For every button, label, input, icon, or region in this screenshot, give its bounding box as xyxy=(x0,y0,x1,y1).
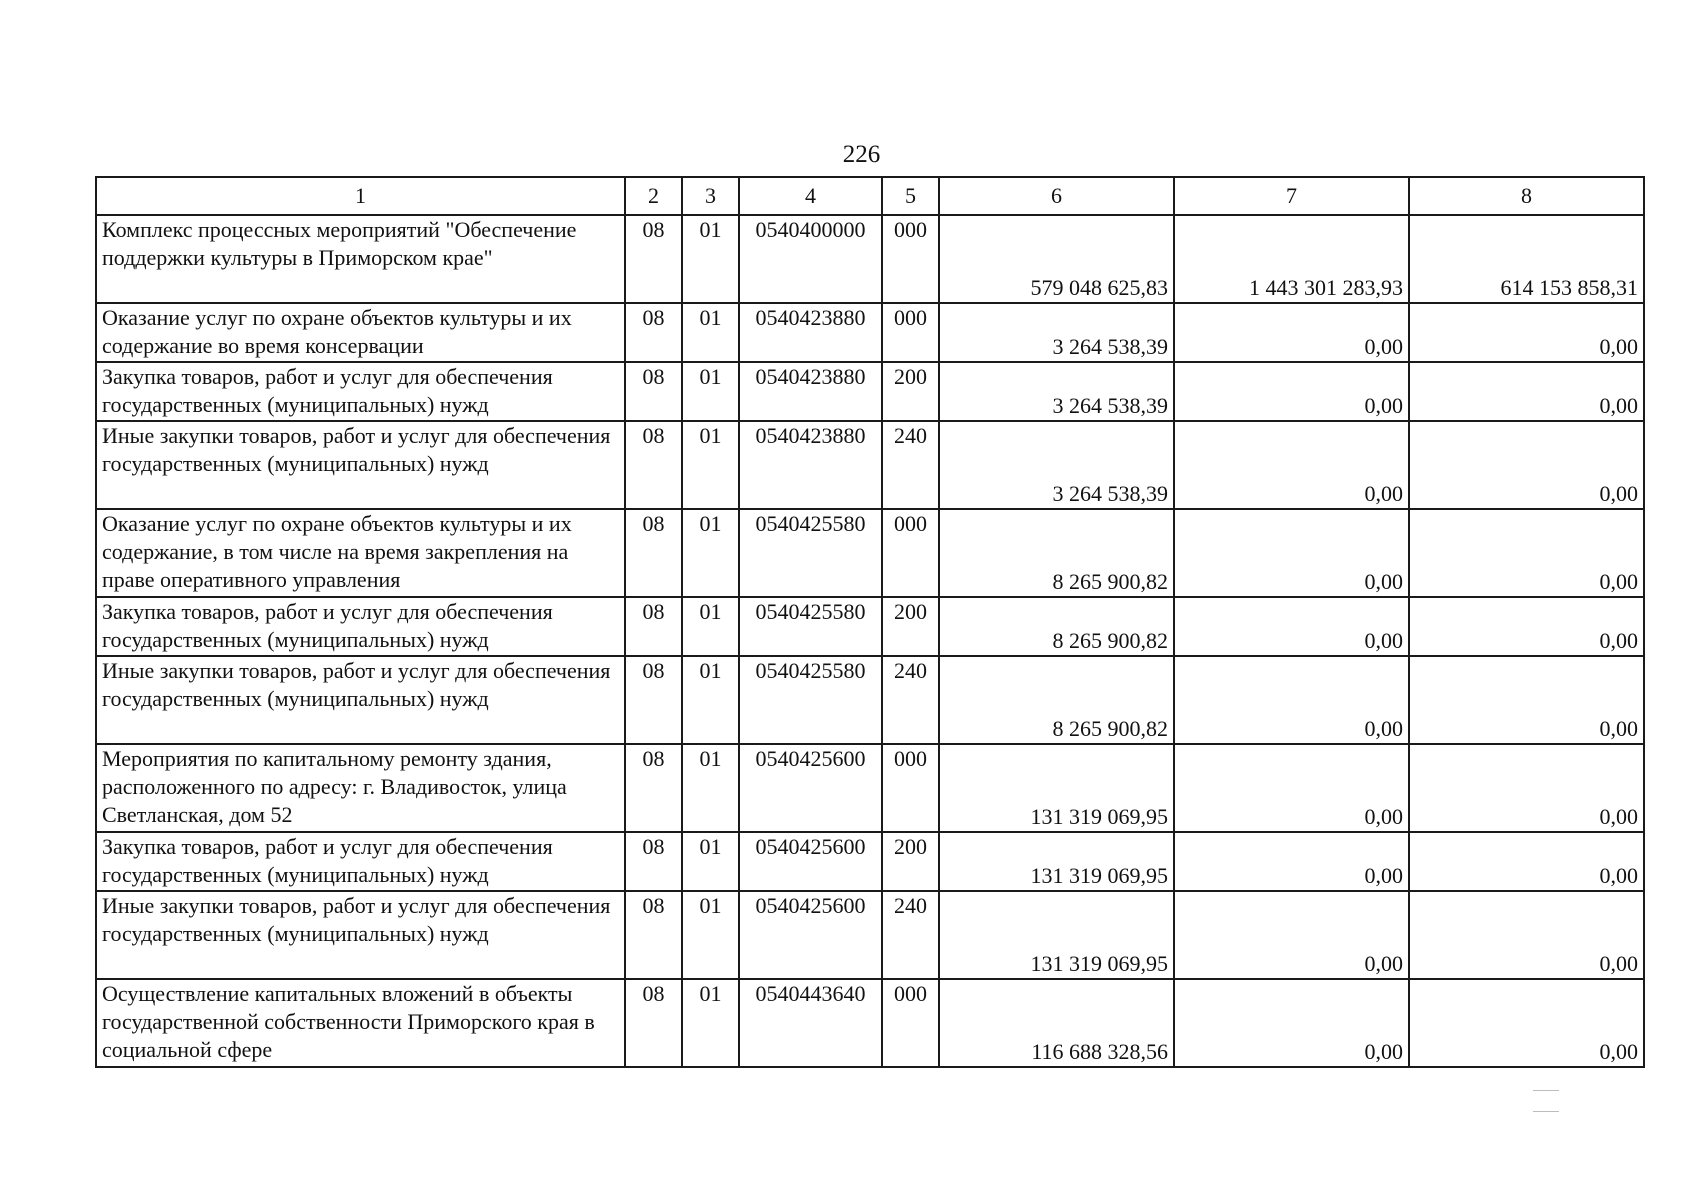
amount-col7: 0,00 xyxy=(1174,744,1409,832)
target-article-code: 0540425600 xyxy=(739,832,882,891)
row-name: Комплекс процессных мероприятий "Обеспечение поддержки культуры в Приморском крае" xyxy=(96,215,625,303)
column-header: 6 xyxy=(939,177,1174,215)
target-article-code: 0540443640 xyxy=(739,979,882,1067)
column-header: 1 xyxy=(96,177,625,215)
subsection-code: 01 xyxy=(682,215,739,303)
column-header: 8 xyxy=(1409,177,1644,215)
page-number: 226 xyxy=(842,141,881,168)
section-code: 08 xyxy=(625,891,682,979)
column-header: 2 xyxy=(625,177,682,215)
expense-type-code: 240 xyxy=(882,891,939,979)
amount-col8: 0,00 xyxy=(1409,303,1644,362)
row-name: Иные закупки товаров, работ и услуг для обеспечения государственных (муниципальных) нужд xyxy=(96,421,625,509)
amount-col6: 8 265 900,82 xyxy=(939,597,1174,656)
amount-col7: 0,00 xyxy=(1174,362,1409,421)
subsection-code: 01 xyxy=(682,979,739,1067)
section-code: 08 xyxy=(625,979,682,1067)
budget-table xyxy=(95,176,1645,1068)
expense-type-code: 200 xyxy=(882,832,939,891)
section-code: 08 xyxy=(625,421,682,509)
row-name: Иные закупки товаров, работ и услуг для обеспечения государственных (муниципальных) нужд xyxy=(96,656,625,744)
amount-col7: 0,00 xyxy=(1174,421,1409,509)
row-name: Закупка товаров, работ и услуг для обеспечения государственных (муниципальных) нужд xyxy=(96,832,625,891)
amount-col8: 0,00 xyxy=(1409,979,1644,1067)
scan-artifact xyxy=(1533,1090,1559,1091)
amount-col6: 131 319 069,95 xyxy=(939,891,1174,979)
target-article-code: 0540423880 xyxy=(739,421,882,509)
table-row xyxy=(96,597,1644,656)
table-row xyxy=(96,509,1644,597)
target-article-code: 0540425600 xyxy=(739,744,882,832)
row-name: Оказание услуг по охране объектов культуры и их содержание, в том числе на время закрепления на праве оперативного управления xyxy=(96,509,625,597)
subsection-code: 01 xyxy=(682,509,739,597)
subsection-code: 01 xyxy=(682,362,739,421)
target-article-code: 0540400000 xyxy=(739,215,882,303)
expense-type-code: 240 xyxy=(882,421,939,509)
target-article-code: 0540423880 xyxy=(739,303,882,362)
table-row xyxy=(96,979,1644,1067)
amount-col7: 0,00 xyxy=(1174,303,1409,362)
amount-col8: 0,00 xyxy=(1409,362,1644,421)
expense-type-code: 000 xyxy=(882,979,939,1067)
amount-col6: 131 319 069,95 xyxy=(939,832,1174,891)
section-code: 08 xyxy=(625,362,682,421)
amount-col6: 131 319 069,95 xyxy=(939,744,1174,832)
target-article-code: 0540425580 xyxy=(739,656,882,744)
scan-artifact xyxy=(1533,1111,1559,1112)
section-code: 08 xyxy=(625,744,682,832)
amount-col6: 3 264 538,39 xyxy=(939,303,1174,362)
table-row xyxy=(96,303,1644,362)
section-code: 08 xyxy=(625,656,682,744)
section-code: 08 xyxy=(625,509,682,597)
expense-type-code: 240 xyxy=(882,656,939,744)
amount-col6: 579 048 625,83 xyxy=(939,215,1174,303)
target-article-code: 0540425580 xyxy=(739,509,882,597)
column-header: 5 xyxy=(882,177,939,215)
subsection-code: 01 xyxy=(682,421,739,509)
amount-col8: 0,00 xyxy=(1409,891,1644,979)
section-code: 08 xyxy=(625,832,682,891)
amount-col7: 0,00 xyxy=(1174,656,1409,744)
subsection-code: 01 xyxy=(682,597,739,656)
expense-type-code: 200 xyxy=(882,597,939,656)
target-article-code: 0540425580 xyxy=(739,597,882,656)
amount-col7: 0,00 xyxy=(1174,509,1409,597)
amount-col7: 0,00 xyxy=(1174,597,1409,656)
table-row xyxy=(96,362,1644,421)
amount-col8: 614 153 858,31 xyxy=(1409,215,1644,303)
table-row xyxy=(96,891,1644,979)
table-row xyxy=(96,744,1644,832)
table-row xyxy=(96,832,1644,891)
section-code: 08 xyxy=(625,303,682,362)
table-row xyxy=(96,421,1644,509)
amount-col8: 0,00 xyxy=(1409,832,1644,891)
subsection-code: 01 xyxy=(682,744,739,832)
row-name: Мероприятия по капитальному ремонту здания, расположенного по адресу: г. Владивосток, улица Светланская, дом 52 xyxy=(96,744,625,832)
table-row xyxy=(96,656,1644,744)
amount-col7: 0,00 xyxy=(1174,832,1409,891)
section-code: 08 xyxy=(625,597,682,656)
amount-col6: 8 265 900,82 xyxy=(939,509,1174,597)
amount-col8: 0,00 xyxy=(1409,597,1644,656)
expense-type-code: 000 xyxy=(882,303,939,362)
expense-type-code: 000 xyxy=(882,509,939,597)
amount-col8: 0,00 xyxy=(1409,744,1644,832)
subsection-code: 01 xyxy=(682,656,739,744)
amount-col8: 0,00 xyxy=(1409,509,1644,597)
column-header-row xyxy=(96,177,1644,215)
subsection-code: 01 xyxy=(682,891,739,979)
row-name: Осуществление капитальных вложений в объекты государственной собственности Приморского края в социальной сфере xyxy=(96,979,625,1067)
column-header: 4 xyxy=(739,177,882,215)
amount-col6: 8 265 900,82 xyxy=(939,656,1174,744)
amount-col7: 0,00 xyxy=(1174,891,1409,979)
amount-col8: 0,00 xyxy=(1409,656,1644,744)
amount-col7: 1 443 301 283,93 xyxy=(1174,215,1409,303)
target-article-code: 0540423880 xyxy=(739,362,882,421)
target-article-code: 0540425600 xyxy=(739,891,882,979)
table-row xyxy=(96,215,1644,303)
subsection-code: 01 xyxy=(682,303,739,362)
section-code: 08 xyxy=(625,215,682,303)
amount-col6: 3 264 538,39 xyxy=(939,421,1174,509)
row-name: Иные закупки товаров, работ и услуг для обеспечения государственных (муниципальных) нужд xyxy=(96,891,625,979)
column-header: 7 xyxy=(1174,177,1409,215)
amount-col8: 0,00 xyxy=(1409,421,1644,509)
subsection-code: 01 xyxy=(682,832,739,891)
row-name: Оказание услуг по охране объектов культуры и их содержание во время консервации xyxy=(96,303,625,362)
amount-col6: 3 264 538,39 xyxy=(939,362,1174,421)
expense-type-code: 000 xyxy=(882,215,939,303)
row-name: Закупка товаров, работ и услуг для обеспечения государственных (муниципальных) нужд xyxy=(96,362,625,421)
column-header: 3 xyxy=(682,177,739,215)
expense-type-code: 000 xyxy=(882,744,939,832)
amount-col7: 0,00 xyxy=(1174,979,1409,1067)
expense-type-code: 200 xyxy=(882,362,939,421)
amount-col6: 116 688 328,56 xyxy=(939,979,1174,1067)
row-name: Закупка товаров, работ и услуг для обеспечения государственных (муниципальных) нужд xyxy=(96,597,625,656)
